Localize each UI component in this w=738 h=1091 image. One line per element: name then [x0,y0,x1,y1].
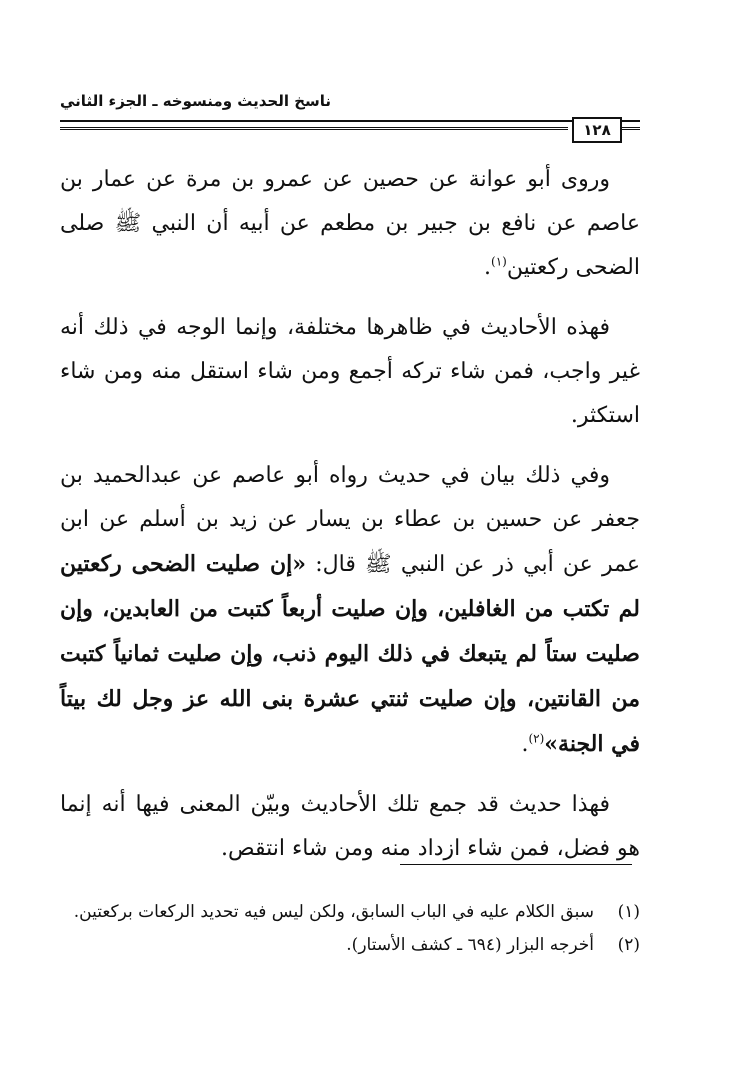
footnote-ref-2: (٢) [528,731,545,746]
footnote-number: (٢) [617,935,640,955]
paragraph-4: فهذا حديث قد جمع تلك الأحاديث وبيّن المعنى فيها أنه إنما هو فضل، فمن شاء ازداد منه ومن شاء انتقص. [60,792,640,861]
footnote-text: سبق الكلام عليه في الباب السابق، ولكن ليس فيه تحديد الركعات بركعتين. [73,902,594,922]
running-header-title: ناسخ الحديث ومنسوخه ـ الجزء الثاني [60,92,332,110]
paragraph-3: وفي ذلك بيان في حديث رواه أبو عاصم عن عبدالحميد بن جعفر عن حسين بن عطاء بن يسار عن زيد بن أسلم عن ابن عمر عن أبي ذر عن النبي ﷺ قال: «إن صليت الضحى ركعتين لم تكتب من الغافلين، وإن صليت أربعاً كتبت من العابدين، وإن صليت ستاً لم يتبعك في ذلك اليوم ذنب، وإن صليت ثمانياً كتبت من القانتين، وإن صليت ثنتي عشرة بنى الله عز وجل لك بيتاً في الجنة»$^{(٢)}$. [60,463,640,757]
footnotes [60,896,640,962]
page-number-box: ١٢٨ [572,117,622,143]
paragraph-2: فهذه الأحاديث في ظاهرها مختلفة، وإنما الوجه في ذلك أنه غير واجب، فمن شاء تركه أجمع ومن شاء استقل منه ومن شاء استكثر. [60,315,640,428]
footnote-ref-1: (١) [491,254,507,269]
hadith-quote: «إن صليت الضحى ركعتين لم تكتب من الغافلين، وإن صليت أربعاً كتبت من العابدين، وإن صليت ستاً لم يتبعك في ذلك اليوم ذنب، وإن صليت ثمانياً كتبت من القانتين، وإن صليت ثنتي عشرة بنى الله عز وجل لك بيتاً في الجنة» [60,551,640,757]
header-rule [60,120,640,122]
header-double-rule-left [60,127,568,130]
footnote-2 [60,929,640,962]
header-double-rule-right [622,127,640,130]
main-text [60,158,640,887]
footnote-divider [400,864,632,865]
footnote-number: (١) [617,902,640,922]
paragraph-1: وروى أبو عوانة عن حصين عن عمرو بن مرة عن عمار بن عاصم عن نافع بن جبير بن مطعم عن أبيه أن النبي ﷺ صلى الضحى ركعتين$^{(١)}$. [60,167,640,280]
footnote-text: أخرجه البزار (٦٩٤ ـ كشف الأستار). [346,935,594,955]
footnote-1 [60,896,640,929]
